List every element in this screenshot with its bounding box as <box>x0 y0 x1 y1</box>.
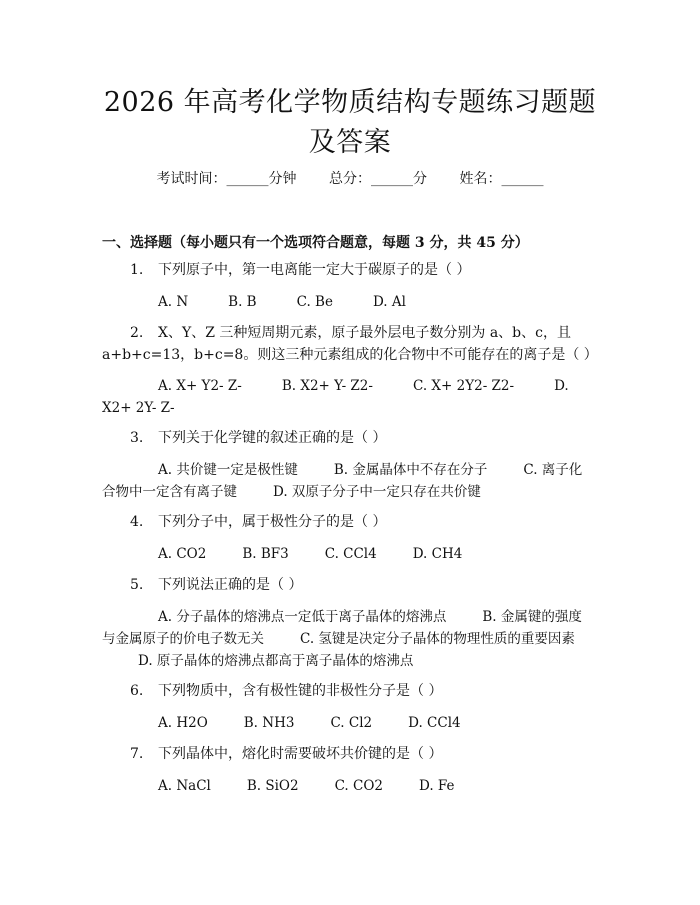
option-d: D. 原子晶体的熔沸点都高于离子晶体的熔沸点 <box>138 653 414 669</box>
question-text: 下列原子中，第一电离能一定大于碳原子的是（ ） <box>158 262 471 278</box>
question-number: 2. <box>130 325 144 341</box>
option-d: D. 双原子分子中一定只存在共价键 <box>273 484 481 500</box>
options-5 <box>102 606 592 672</box>
options-4 <box>102 543 592 565</box>
document-title: 2026 年高考化学物质结构专题练习题题及答案 <box>103 87 597 158</box>
question-number: 6. <box>130 683 144 699</box>
question-2 <box>102 322 598 366</box>
options-6 <box>102 712 592 734</box>
option-c: C. CCl4 <box>324 546 377 562</box>
option-b: B. B <box>228 294 257 310</box>
option-a: A. 分子晶体的熔沸点一定低于离子晶体的熔沸点 <box>158 609 447 625</box>
question-number: 3. <box>130 430 144 446</box>
options-3 <box>102 459 592 503</box>
question-number: 7. <box>130 746 144 762</box>
student-name-field: 姓名：______ <box>459 171 544 187</box>
option-c: C. 离子化合物中一定含有离子键 <box>102 462 583 500</box>
question-text: 下列分子中，属于极性分子的是（ ） <box>158 514 387 530</box>
option-d: D. CH4 <box>412 546 463 562</box>
option-b: B. 金属晶体中不存在分子 <box>333 462 488 478</box>
option-a: A. CO2 <box>158 546 207 562</box>
total-score-field: 总分：______分 <box>329 171 427 187</box>
question-5 <box>102 574 592 596</box>
question-text: 下列物质中，含有极性键的非极性分子是（ ） <box>158 683 443 699</box>
options-1 <box>102 291 592 313</box>
question-1 <box>102 259 592 281</box>
option-b: B. NH3 <box>243 715 295 731</box>
section-heading: 一、选择题（每小题只有一个选项符合题意，每题 3 分，共 45 分） <box>102 235 529 251</box>
options-7 <box>102 775 592 797</box>
question-7 <box>102 743 592 765</box>
question-6 <box>102 680 592 702</box>
options-2 <box>102 375 592 419</box>
option-b: B. SiO2 <box>246 778 299 794</box>
exam-meta <box>0 168 700 188</box>
option-c: C. 氢键是决定分子晶体的物理性质的重要因素 <box>300 631 575 647</box>
question-text: X、Y、Z 三种短周期元素，原子最外层电子数分别为 a、b、c，且 a+b+c=13，b+c=8。则这三种元素组成的化合物中不可能存在的离子是（ ） <box>102 325 598 363</box>
option-a: A. X+ Y2- Z- <box>158 378 242 394</box>
question-number: 1. <box>130 262 144 278</box>
option-b: B. BF3 <box>242 546 289 562</box>
question-number: 4. <box>130 514 144 530</box>
exam-time-field: 考试时间：______分钟 <box>156 171 297 187</box>
option-c: C. Cl2 <box>330 715 373 731</box>
option-a: A. 共价键一定是极性键 <box>158 462 298 478</box>
question-text: 下列晶体中，熔化时需要破坏共价键的是（ ） <box>158 746 443 762</box>
question-3 <box>102 427 592 449</box>
option-c: C. X+ 2Y2- Z2- <box>412 378 515 394</box>
option-b: B. X2+ Y- Z2- <box>281 378 373 394</box>
option-a: A. H2O <box>158 715 208 731</box>
option-c: C. Be <box>296 294 333 310</box>
option-a: A. NaCl <box>158 778 211 794</box>
question-4 <box>102 511 592 533</box>
option-c: C. CO2 <box>334 778 383 794</box>
option-a: A. N <box>158 294 189 310</box>
option-d: D. X2+ 2Y- Z- <box>102 378 569 416</box>
question-text: 下列关于化学键的叙述正确的是（ ） <box>158 430 387 446</box>
option-d: D. CCl4 <box>408 715 461 731</box>
option-d: D. Fe <box>419 778 455 794</box>
question-text: 下列说法正确的是（ ） <box>158 577 303 593</box>
option-b: B. 金属键的强度与金属原子的价电子数无关 <box>102 609 582 647</box>
question-number: 5. <box>130 577 144 593</box>
option-d: D. Al <box>372 294 406 310</box>
